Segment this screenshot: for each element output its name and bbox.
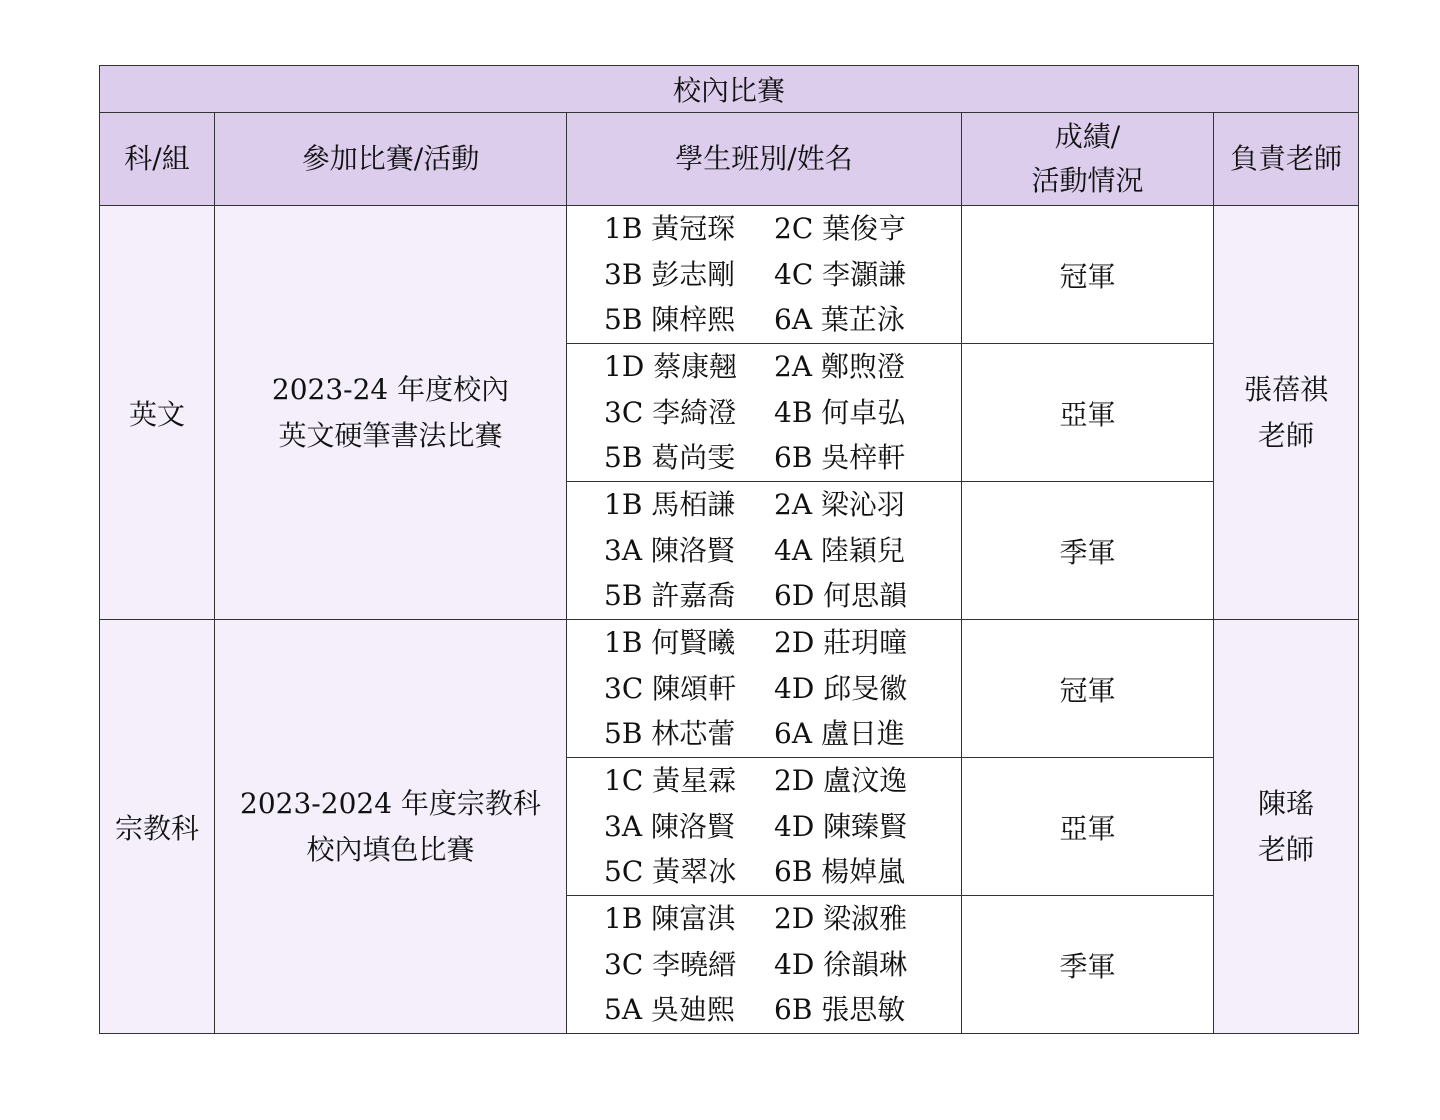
teacher-title: 老師 <box>1258 418 1315 452</box>
student-list <box>567 206 961 343</box>
header-activity: 參加比賽/活動 <box>215 113 567 206</box>
student-entry: 1B 馬栢謙 <box>604 488 736 522</box>
student-entry: 4D 陳臻賢 <box>774 809 908 843</box>
student-entry: 2C 葉俊亨 <box>774 212 907 246</box>
result-cell: 季軍 <box>962 896 1214 1034</box>
result-cell: 冠軍 <box>962 206 1214 344</box>
student-list <box>567 620 961 757</box>
student-entry: 1B 陳富淇 <box>604 902 736 936</box>
student-entry: 1D 蔡康翹 <box>604 350 738 384</box>
header-result-line2: 活動情況 <box>1031 164 1144 197</box>
activity-cell <box>215 206 567 620</box>
student-entry: 2D 梁淑雅 <box>774 902 908 936</box>
student-entry: 4D 邱旻徽 <box>774 671 908 705</box>
student-entry: 4C 李灝謙 <box>774 257 907 291</box>
header-students: 學生班別/姓名 <box>567 113 962 206</box>
subject-cell: 宗教科 <box>100 620 215 1034</box>
header-teacher: 負責老師 <box>1214 113 1359 206</box>
student-entry: 5B 葛尚雯 <box>604 441 736 475</box>
teacher-cell <box>1214 206 1359 620</box>
student-entry: 6A 盧日進 <box>774 717 905 751</box>
student-entry: 4D 徐韻琳 <box>774 947 908 981</box>
students-cell <box>567 482 962 620</box>
header-result <box>962 113 1214 206</box>
student-list <box>567 482 961 619</box>
subject-cell: 英文 <box>100 206 215 620</box>
student-entry: 5B 林芯蕾 <box>604 717 736 751</box>
student-entry: 6D 何思韻 <box>774 579 908 613</box>
result-cell: 冠軍 <box>962 620 1214 758</box>
activity-line: 2023-24 年度校內 <box>271 372 510 406</box>
result-cell: 亞軍 <box>962 344 1214 482</box>
header-result-line1: 成績/ <box>1054 120 1121 153</box>
header-subject: 科/組 <box>100 113 215 206</box>
student-entry: 2D 莊玥曈 <box>774 626 908 660</box>
result-cell: 亞軍 <box>962 758 1214 896</box>
student-entry: 6B 張思敏 <box>774 993 906 1027</box>
student-list <box>567 758 961 895</box>
competition-table <box>99 65 1359 1034</box>
teacher-title: 老師 <box>1258 832 1315 866</box>
student-entry: 3C 陳頌軒 <box>604 671 737 705</box>
student-entry: 1B 黃冠琛 <box>604 212 736 246</box>
student-list <box>567 344 961 481</box>
student-entry: 3B 彭志剛 <box>604 257 736 291</box>
student-entry: 5B 陳梓熙 <box>604 303 736 337</box>
students-cell <box>567 620 962 758</box>
student-entry: 6B 吳梓軒 <box>774 441 906 475</box>
student-entry: 4A 陸穎兒 <box>774 533 905 567</box>
student-entry: 2D 盧汶逸 <box>774 764 908 798</box>
student-entry: 2A 鄭煦澄 <box>774 350 905 384</box>
activity-line: 校內填色比賽 <box>306 832 475 866</box>
student-entry: 3A 陳洛賢 <box>604 533 735 567</box>
table-header-row <box>100 113 1359 206</box>
student-entry: 3C 李綺澄 <box>604 395 737 429</box>
activity-line: 2023-2024 年度宗教科 <box>240 786 541 820</box>
activity-cell <box>215 620 567 1034</box>
student-entry: 2A 梁沁羽 <box>774 488 905 522</box>
student-entry: 5B 許嘉喬 <box>604 579 736 613</box>
students-cell <box>567 896 962 1034</box>
student-entry: 1C 黃星霖 <box>604 764 737 798</box>
students-cell <box>567 344 962 482</box>
student-entry: 5A 吳廸熙 <box>604 993 735 1027</box>
table-row <box>100 620 1359 758</box>
student-entry: 3C 李曉縉 <box>604 947 737 981</box>
student-entry: 3A 陳洛賢 <box>604 809 735 843</box>
student-entry: 6A 葉芷泳 <box>774 303 905 337</box>
table-row <box>100 206 1359 344</box>
student-entry: 4B 何卓弘 <box>774 395 906 429</box>
teacher-name: 陳瑤 <box>1258 786 1315 820</box>
teacher-cell <box>1214 620 1359 1034</box>
student-entry: 5C 黃翠冰 <box>604 855 737 889</box>
table-title-row <box>100 66 1359 113</box>
teacher-name: 張蓓祺 <box>1244 372 1329 406</box>
students-cell <box>567 206 962 344</box>
activity-line: 英文硬筆書法比賽 <box>278 418 503 452</box>
table-title: 校內比賽 <box>100 66 1359 113</box>
student-entry: 6B 楊婥嵐 <box>774 855 906 889</box>
students-cell <box>567 758 962 896</box>
student-entry: 1B 何賢曦 <box>604 626 736 660</box>
student-list <box>567 896 961 1033</box>
result-cell: 季軍 <box>962 482 1214 620</box>
